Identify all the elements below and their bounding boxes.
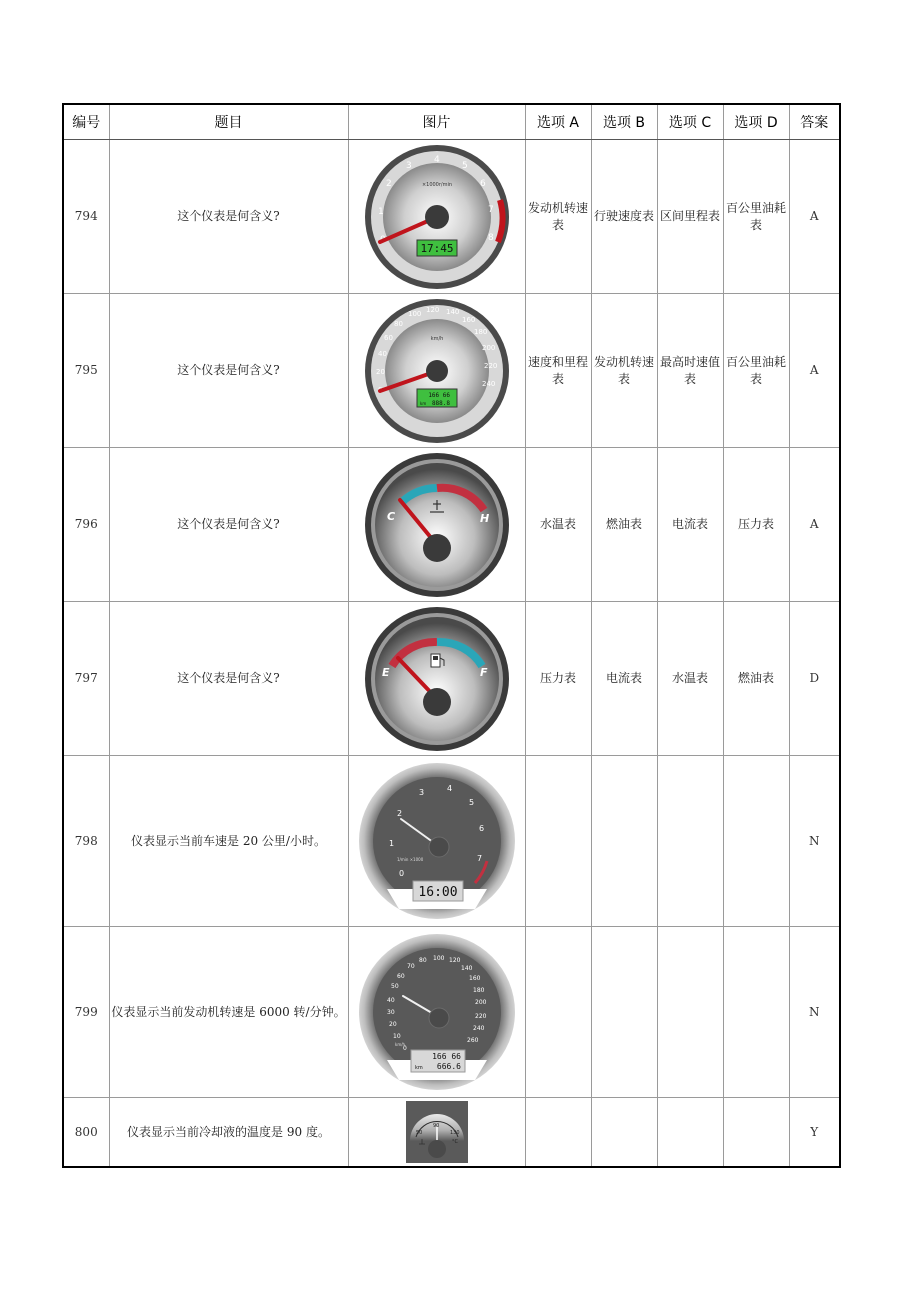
answer: N	[789, 756, 840, 927]
question-text: 这个仪表是何含义?	[109, 448, 348, 602]
row-number: 796	[63, 448, 109, 602]
tick-label: 100	[407, 309, 421, 318]
row-number: 797	[63, 602, 109, 756]
tick-label: 4	[433, 154, 440, 165]
tick-label: 6	[478, 824, 484, 833]
option-d: 百公里油耗表	[723, 140, 789, 294]
gauge-unit: ×1000r/min	[421, 181, 452, 188]
question-text: 这个仪表是何含义?	[109, 602, 348, 756]
tachometer-gauge-icon	[362, 142, 512, 292]
temperature-gauge-icon	[362, 450, 512, 600]
tick-label: 260	[466, 1037, 478, 1044]
tick-label: 10	[392, 1033, 401, 1040]
tachometer-gauge-icon	[357, 761, 517, 921]
tick-label: 0	[402, 1045, 407, 1052]
tick-label: 60	[396, 973, 405, 980]
header-option-b: 选项 B	[591, 104, 657, 140]
tick-label: 220	[483, 361, 497, 370]
tick-label: 0	[398, 869, 404, 878]
option-a	[525, 1098, 591, 1168]
option-d	[723, 756, 789, 927]
tick-label: 120	[425, 305, 439, 314]
tick-label: 2	[385, 178, 392, 189]
tick-label: 20	[375, 367, 385, 376]
option-b: 发动机转速表	[591, 294, 657, 448]
table-row	[63, 294, 840, 448]
tick-label: 3	[418, 788, 424, 797]
tick-label: 90	[432, 1123, 439, 1129]
tick-label: 80	[418, 957, 427, 964]
option-b	[591, 1098, 657, 1168]
tick-label: 7	[476, 854, 482, 863]
question-text: 这个仪表是何含义?	[109, 140, 348, 294]
gauge-image	[348, 140, 525, 294]
option-c	[657, 1098, 723, 1168]
question-text: 仪表显示当前车速是 20 公里/小时。	[109, 756, 348, 927]
header-question: 题目	[109, 104, 348, 140]
question-text: 这个仪表是何含义?	[109, 294, 348, 448]
lcd-display-top: 166 66	[431, 1052, 461, 1061]
tick-label: 120	[448, 957, 460, 964]
gauge-image	[348, 294, 525, 448]
gauge-right-label: F	[479, 665, 488, 679]
tick-label: 40	[386, 997, 395, 1004]
option-b: 电流表	[591, 602, 657, 756]
option-a: 速度和里程表	[525, 294, 591, 448]
tick-label: 1	[388, 839, 394, 848]
gauge-left-label: C	[386, 509, 395, 523]
option-d: 百公里油耗表	[723, 294, 789, 448]
tick-label: 200	[481, 343, 495, 352]
header-answer: 答案	[789, 104, 840, 140]
table-row	[63, 140, 840, 294]
tick-label: 220	[474, 1013, 486, 1020]
lcd-display: 17:45	[419, 241, 454, 255]
gauge-image	[348, 1098, 525, 1168]
tick-label: 5	[461, 160, 468, 171]
lcd-display-top: 166 66	[427, 391, 450, 399]
header-image: 图片	[348, 104, 525, 140]
tick-label: 7	[487, 204, 494, 215]
table-row	[63, 448, 840, 602]
gauge-unit: °C	[451, 1139, 458, 1145]
row-number: 798	[63, 756, 109, 927]
header-num: 编号	[63, 104, 109, 140]
option-a: 发动机转速表	[525, 140, 591, 294]
tick-label: 180	[472, 987, 484, 994]
tick-label: 20	[388, 1021, 397, 1028]
tick-label: 70	[406, 963, 415, 970]
lcd-display: 16:00	[417, 885, 458, 900]
temperature-gauge-icon	[406, 1101, 468, 1163]
fuel-gauge-icon	[362, 604, 512, 754]
lcd-display-bottom: 888.8	[431, 399, 450, 407]
tick-label: 200	[474, 999, 486, 1006]
header-option-d: 选项 D	[723, 104, 789, 140]
option-c: 电流表	[657, 448, 723, 602]
gauge-image	[348, 927, 525, 1098]
tick-label: 30	[386, 1009, 395, 1016]
option-c: 水温表	[657, 602, 723, 756]
tick-label: 180	[473, 327, 487, 336]
table-row	[63, 602, 840, 756]
tick-label: 5	[468, 798, 474, 807]
lcd-display-bottom: 666.6	[436, 1062, 461, 1071]
tick-label: 50	[415, 1130, 422, 1136]
tick-label: 80	[393, 319, 403, 328]
gauge-unit: km/h	[430, 335, 443, 342]
tick-label: 3	[405, 160, 412, 171]
tick-label: 4	[446, 784, 452, 793]
option-d: 压力表	[723, 448, 789, 602]
tick-label: 1	[377, 206, 384, 217]
tick-label: 60	[383, 333, 393, 342]
header-row	[63, 104, 840, 140]
question-text: 仪表显示当前发动机转速是 6000 转/分钟。	[109, 927, 348, 1098]
gauge-left-label: E	[381, 665, 390, 679]
tick-label: 50	[390, 983, 399, 990]
tick-label: 140	[460, 965, 472, 972]
option-c: 区间里程表	[657, 140, 723, 294]
tick-label: 100	[432, 955, 444, 962]
speedometer-gauge-icon	[357, 932, 517, 1092]
tick-label: 160	[468, 975, 480, 982]
tick-label: 160	[461, 315, 475, 324]
answer: A	[789, 294, 840, 448]
question-text: 仪表显示当前冷却液的温度是 90 度。	[109, 1098, 348, 1168]
option-b	[591, 756, 657, 927]
table-row	[63, 756, 840, 927]
answer: D	[789, 602, 840, 756]
option-c: 最高时速值表	[657, 294, 723, 448]
speedometer-gauge-icon	[362, 296, 512, 446]
tick-label: 40	[377, 349, 387, 358]
table-row	[63, 1098, 840, 1168]
option-d: 燃油表	[723, 602, 789, 756]
lcd-display-km: km	[414, 1065, 423, 1071]
row-number: 800	[63, 1098, 109, 1168]
gauge-image	[348, 602, 525, 756]
tick-label: 2	[396, 809, 402, 818]
option-b: 行驶速度表	[591, 140, 657, 294]
tick-label: 140	[445, 307, 459, 316]
header-option-c: 选项 C	[657, 104, 723, 140]
table-row	[63, 927, 840, 1098]
row-number: 799	[63, 927, 109, 1098]
tick-label: 8	[487, 232, 494, 243]
question-table	[62, 103, 841, 1168]
gauge-image	[348, 756, 525, 927]
row-number: 794	[63, 140, 109, 294]
gauge-unit: km/h	[394, 1042, 405, 1047]
option-a: 水温表	[525, 448, 591, 602]
gauge-right-label: H	[479, 511, 489, 525]
tick-label: 240	[481, 379, 495, 388]
option-a: 压力表	[525, 602, 591, 756]
answer: A	[789, 140, 840, 294]
gauge-unit: 1/min ×1000	[396, 857, 423, 862]
gauge-image	[348, 448, 525, 602]
option-a	[525, 927, 591, 1098]
tick-label: 240	[472, 1025, 484, 1032]
option-c	[657, 927, 723, 1098]
option-c	[657, 756, 723, 927]
answer: Y	[789, 1098, 840, 1168]
header-option-a: 选项 A	[525, 104, 591, 140]
row-number: 795	[63, 294, 109, 448]
option-d	[723, 927, 789, 1098]
lcd-display-km: km	[419, 400, 426, 406]
option-b	[591, 927, 657, 1098]
tick-label: 130	[449, 1130, 460, 1136]
option-b: 燃油表	[591, 448, 657, 602]
answer: A	[789, 448, 840, 602]
option-a	[525, 756, 591, 927]
answer: N	[789, 927, 840, 1098]
option-d	[723, 1098, 789, 1168]
tick-label: 6	[479, 178, 486, 189]
